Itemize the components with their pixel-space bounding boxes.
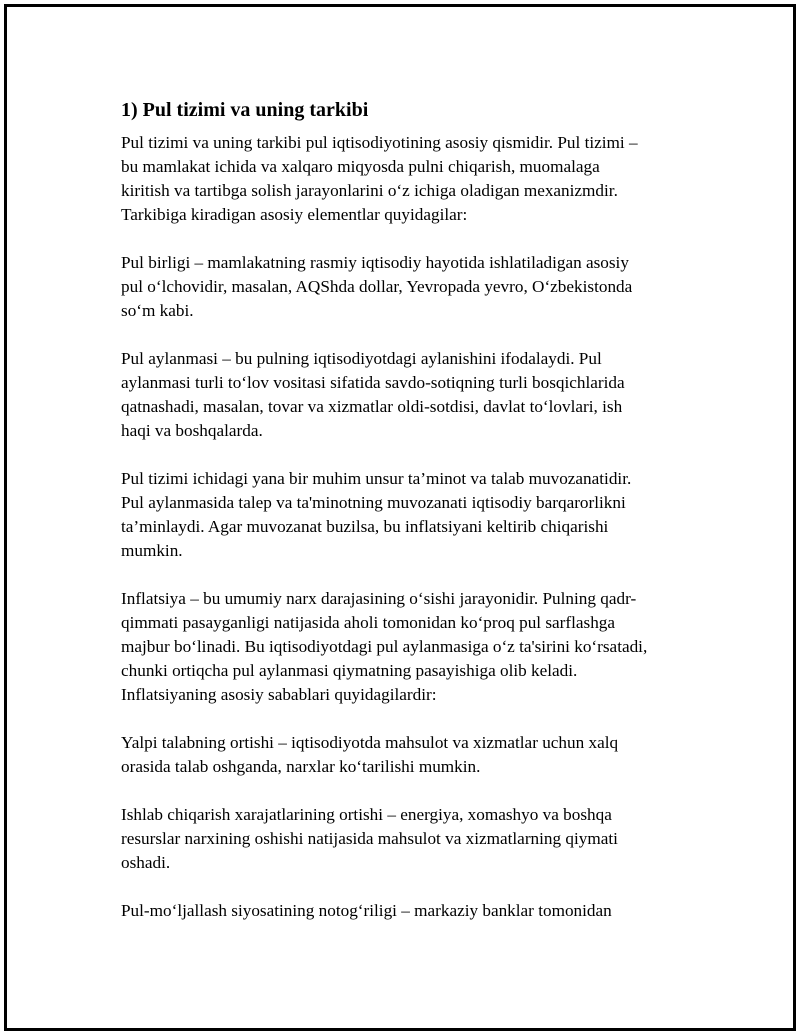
text-line: mumkin. (121, 541, 183, 560)
text-line: Tarkibiga kiradigan asosiy elementlar quyidagilar: (121, 205, 468, 224)
document-body (121, 97, 701, 947)
text-line: Inflatsiyaning asosiy sabablari quyidagilardir: (121, 685, 437, 704)
text-line: ta’minlaydi. Agar muvozanat buzilsa, bu inflatsiyani keltirib chiqarishi (121, 517, 609, 536)
text-line: qatnashadi, masalan, tovar va xizmatlar oldi-sotdisi, davlat to‘lovlari, ish (121, 397, 623, 416)
text-line: oshadi. (121, 853, 171, 872)
paragraph-pul-birligi (121, 251, 701, 323)
text-line: Yalpi talabning ortishi – iqtisodiyotda mahsulot va xizmatlar uchun xalq (121, 733, 619, 752)
text-line: pul o‘lchovidir, masalan, AQShda dollar, Yevropada yevro, O‘zbekistonda (121, 277, 633, 296)
text-line: so‘m kabi. (121, 301, 194, 320)
page-frame (4, 4, 796, 1031)
text-line: Inflatsiya – bu umumiy narx darajasining o‘sishi jarayonidir. Pulning qadr- (121, 589, 637, 608)
text-line: qimmati pasayganligi natijasida aholi tomonidan ko‘proq pul sarflashga (121, 613, 616, 632)
text-line: Pul aylanmasi – bu pulning iqtisodiyotdagi aylanishini ifodalaydi. Pul (121, 349, 602, 368)
text-line: Pul-mo‘ljallash siyosatining notog‘riligi – markaziy banklar tomonidan (121, 901, 612, 920)
text-line: Ishlab chiqarish xarajatlarining ortishi – energiya, xomashyo va boshqa (121, 805, 612, 824)
paragraph-pul-aylanmasi (121, 347, 701, 443)
paragraph-intro (121, 131, 701, 227)
text-line: Pul aylanmasida talep va ta'minotning muvozanati iqtisodiy barqarorlikni (121, 493, 626, 512)
text-line: chunki ortiqcha pul aylanmasi qiymatning pasayishiga olib keladi. (121, 661, 578, 680)
text-line: haqi va boshqalarda. (121, 421, 263, 440)
paragraph-muvozanat (121, 467, 701, 563)
text-line: Pul tizimi ichidagi yana bir muhim unsur ta’minot va talab muvozanatidir. (121, 469, 632, 488)
text-line: aylanmasi turli to‘lov vositasi sifatida savdo-sotiqning turli bosqichlarida (121, 373, 625, 392)
text-line: kiritish va tartibga solish jarayonlarini o‘z ichiga oladigan mexanizmdir. (121, 181, 618, 200)
text-line: orasida talab oshganda, narxlar ko‘tarilishi mumkin. (121, 757, 481, 776)
section-heading: 1) Pul tizimi va uning tarkibi (121, 99, 369, 121)
text-line: Pul tizimi va uning tarkibi pul iqtisodiyotining asosiy qismidir. Pul tizimi – (121, 133, 638, 152)
paragraph-inflatsiya (121, 587, 701, 707)
paragraph-yalpi-talab (121, 731, 701, 779)
text-line: Pul birligi – mamlakatning rasmiy iqtisodiy hayotida ishlatiladigan asosiy (121, 253, 629, 272)
text-line: resurslar narxining oshishi natijasida mahsulot va xizmatlarning qiymati (121, 829, 618, 848)
paragraph-siyosat (121, 899, 701, 923)
text-line: bu mamlakat ichida va xalqaro miqyosda pulni chiqarish, muomalaga (121, 157, 600, 176)
paragraph-xarajatlar (121, 803, 701, 875)
text-line: majbur bo‘linadi. Bu iqtisodiyotdagi pul aylanmasiga o‘z ta'sirini ko‘rsatadi, (121, 637, 648, 656)
